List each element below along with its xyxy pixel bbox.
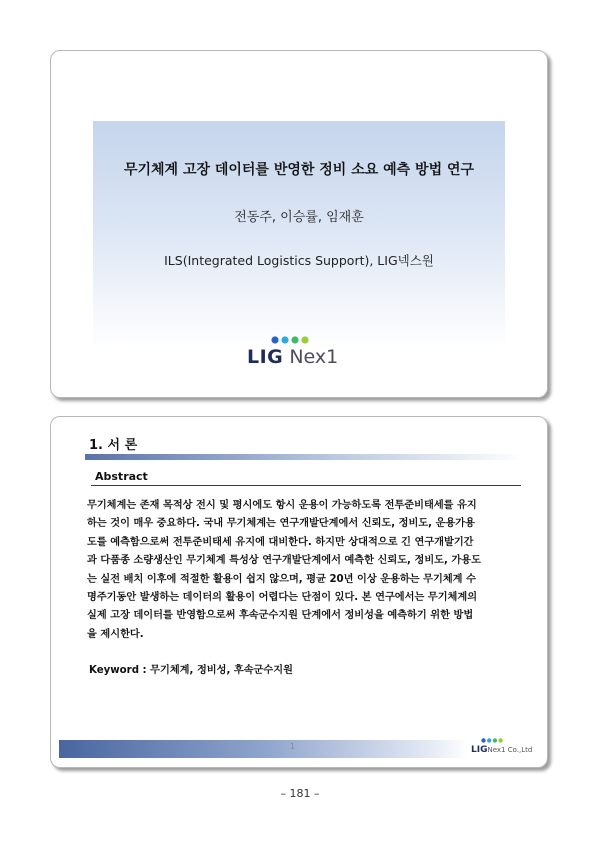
abstract-line: 을 제시한다. [87, 628, 144, 640]
heading-divider [85, 454, 525, 460]
paper-authors: 전동주, 이승률, 임재훈 [234, 210, 364, 225]
page-number: – 181 – [280, 787, 320, 800]
section-heading: 1. 서 론 [89, 438, 138, 453]
abstract-line: 명주기동안 발생하는 데이터의 활용이 어렵다는 단점이 있다. 본 연구에서는 무기체계의 [87, 592, 478, 604]
abstract-line: 도를 예측함으로써 전투준비태세 유지에 대비한다. 하지만 상대적으로 긴 연구개발기간 [87, 536, 474, 548]
abstract-line: 는 실전 배치 이후에 적절한 활용이 쉽지 않으며, 평균 20년 이상 운용하는 무기체계 수 [87, 573, 476, 585]
logo-dots-icon [271, 336, 311, 344]
title-slide [50, 50, 548, 398]
paper-title: 무기체계 고장 데이터를 반영한 정비 소요 예측 방법 연구 [123, 162, 475, 178]
footer-logo-dots-icon [481, 738, 503, 743]
abstract-divider [91, 485, 521, 486]
abstract-line: 무기체계는 존재 목적상 전시 및 평시에도 항시 운용이 가능하도록 전투준비태세를 유지 [87, 500, 477, 511]
keywords: Keyword : 무기체계, 정비성, 후속군수지원 [89, 665, 293, 676]
footer-gradient-bar [59, 740, 469, 758]
lig-nex1-logo [247, 334, 357, 374]
abstract-label: Abstract [95, 470, 148, 483]
slide-number: 1 [290, 742, 296, 751]
footer-logo-wordmark [471, 745, 532, 755]
logo-brand: LIG [247, 346, 284, 368]
footer-logo-brand: LIG [471, 745, 488, 755]
abstract-body [87, 497, 519, 644]
title-gradient-band [93, 121, 505, 351]
logo-wordmark [247, 346, 338, 368]
abstract-line: 과 다품종 소량생산인 무기체계 특성상 연구개발단계에서 예측한 신뢰도, 정비도, 가용도 [87, 555, 481, 567]
footer-logo-suffix: Nex1 Co.,Ltd [487, 746, 533, 754]
abstract-line: 실제 고장 데이터를 반영함으로써 후속군수지원 단계에서 정비성을 예측하기 위한 방법 [87, 610, 474, 622]
logo-suffix: Nex1 [289, 346, 339, 368]
introduction-slide [50, 416, 548, 768]
author-organization: ILS(Integrated Logistics Support), LIG넥스원 [164, 253, 434, 268]
footer-logo [471, 737, 543, 761]
abstract-line: 하는 것이 매우 중요하다. 국내 무기체계는 연구개발단계에서 신뢰도, 정비도, 운용가용 [87, 518, 475, 530]
